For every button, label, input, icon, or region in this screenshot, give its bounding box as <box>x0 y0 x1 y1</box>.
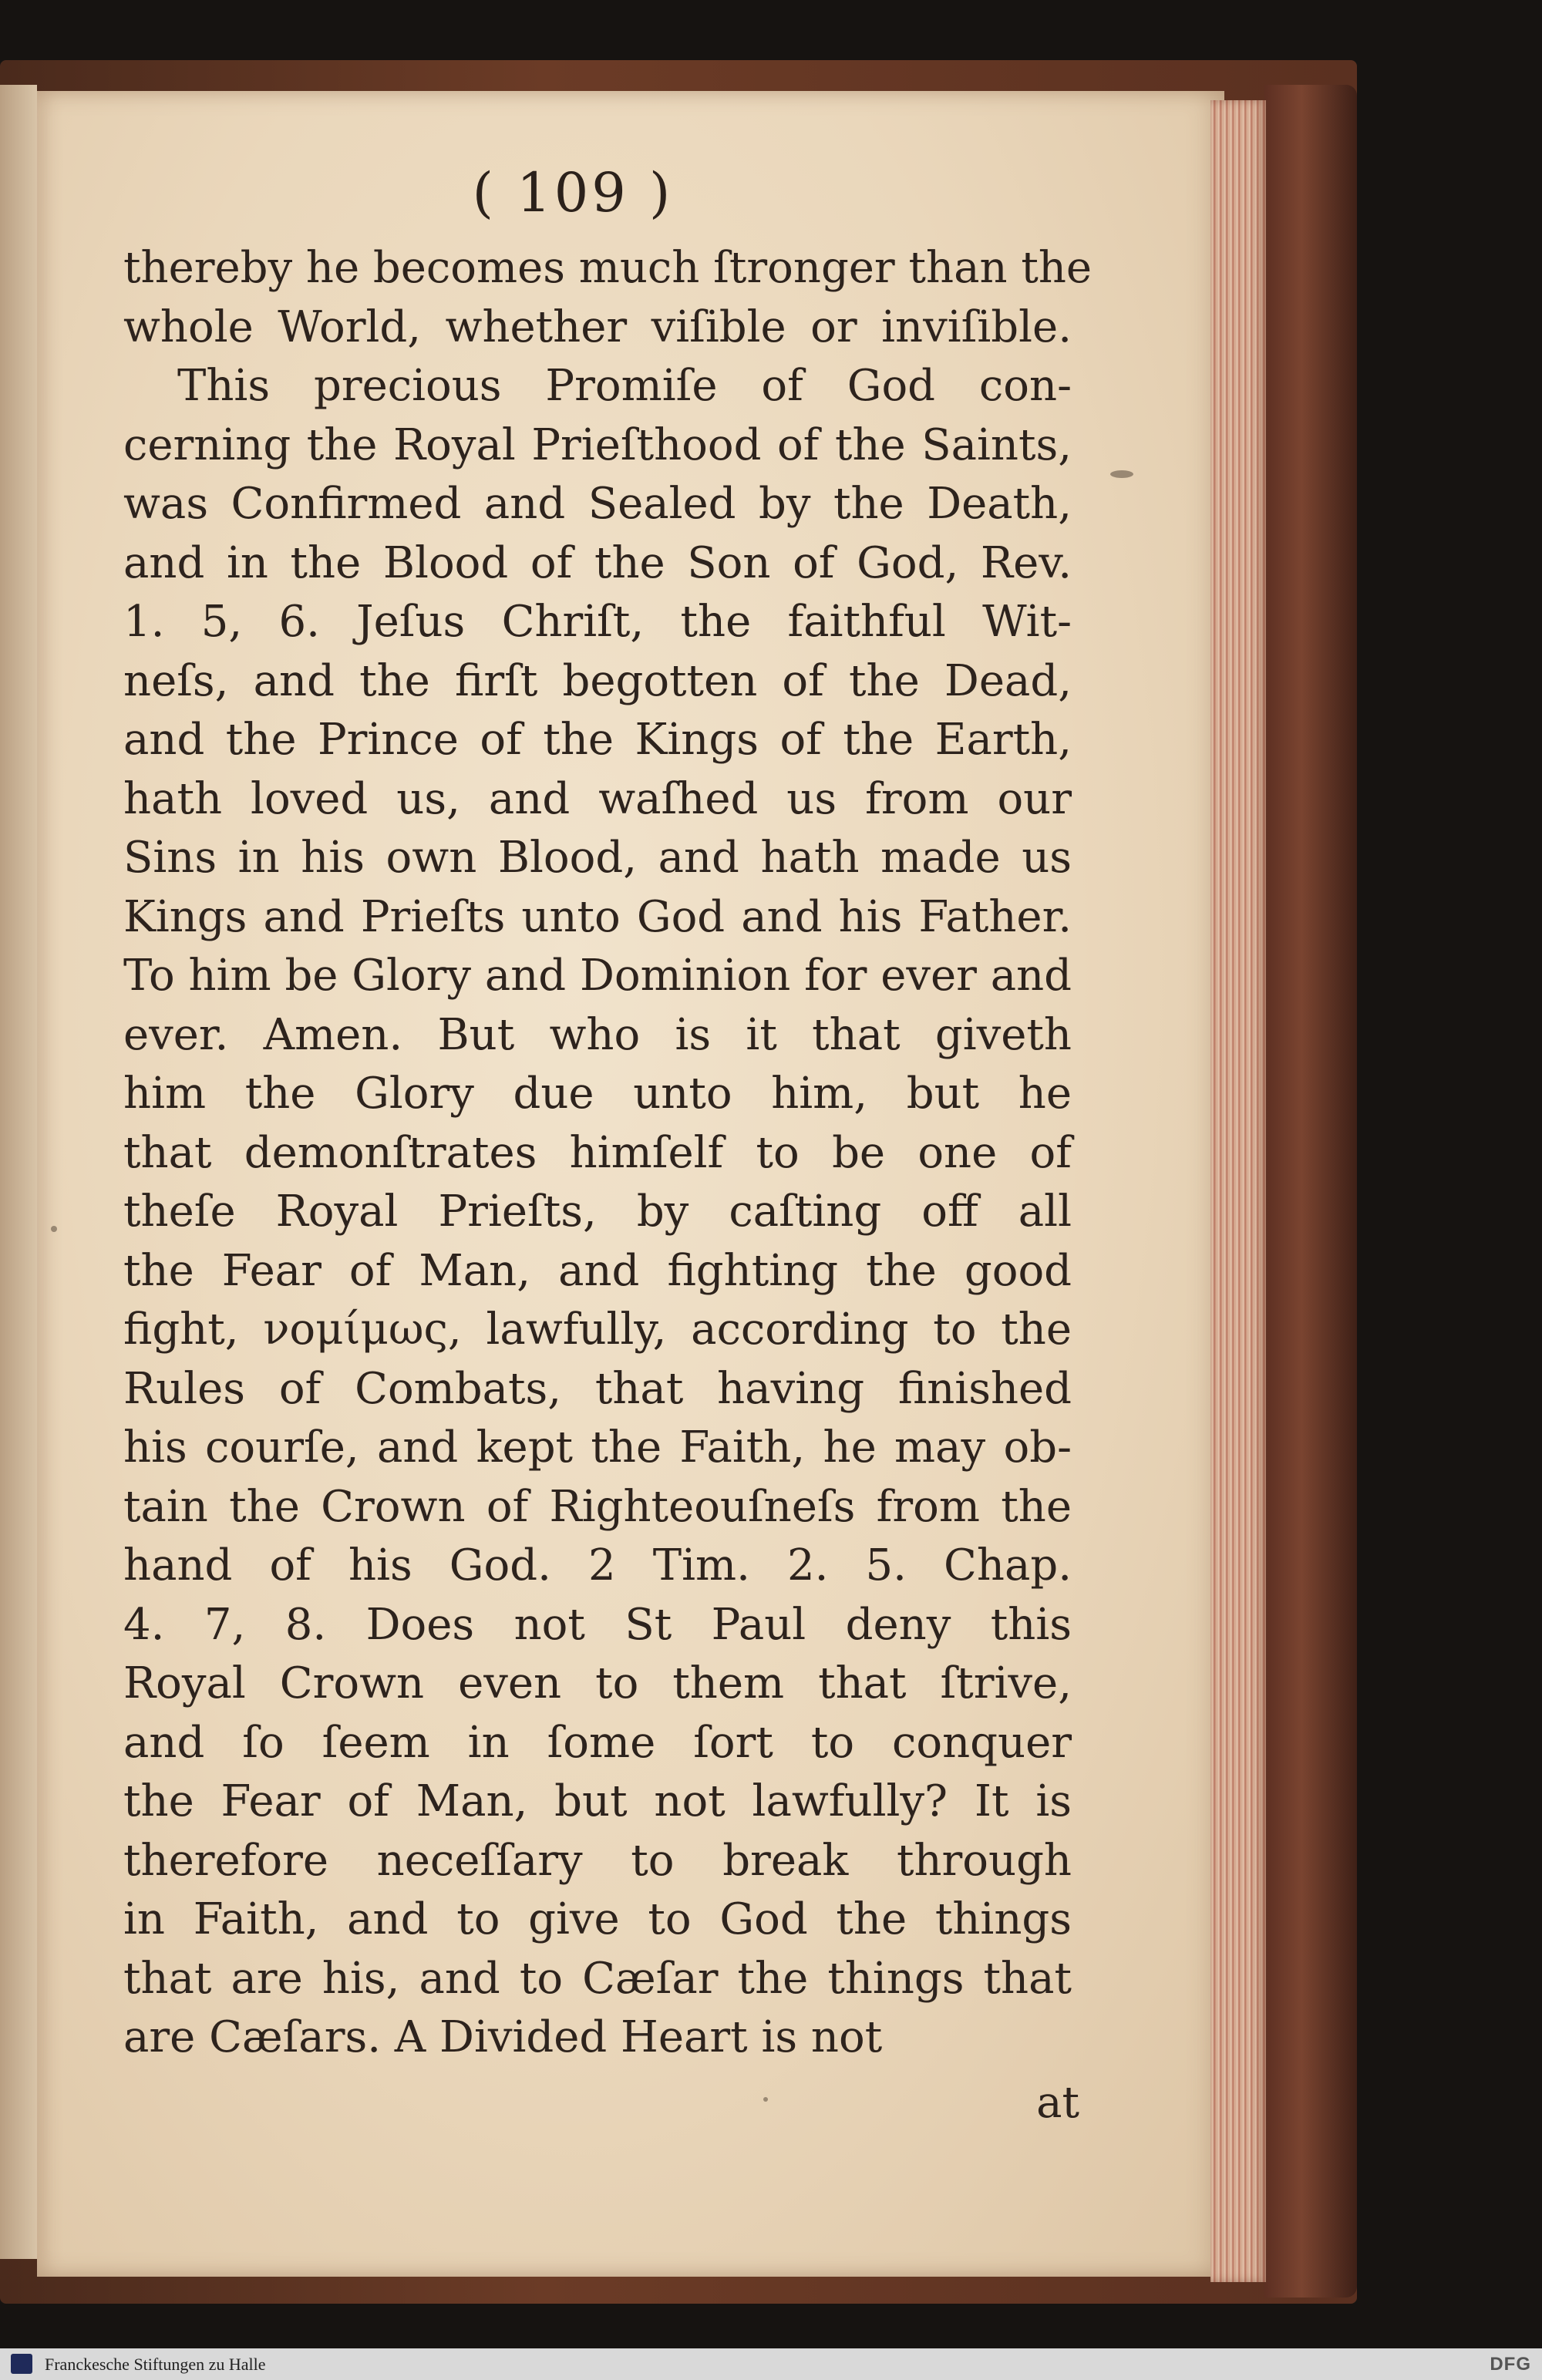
text-line: 1. 5, 6. Jeſus Chriſt, the faithful Wit- <box>123 597 1072 647</box>
institution-name: Franckesche Stiftungen zu Halle <box>45 2355 266 2374</box>
funder-logo: DFG <box>1490 2354 1531 2375</box>
text-line: fight, νομίμως, lawfully, according to the <box>123 1304 1072 1355</box>
text-line: therefore neceſſary to break through <box>123 1835 1072 1886</box>
text-line: To him be Glory and Dominion for ever and <box>123 951 1072 1001</box>
ink-speck <box>51 1226 57 1232</box>
text-line: hath loved us, and waſhed us from our <box>123 773 1072 824</box>
text-line: and the Prince of the Kings of the Earth, <box>123 715 1072 765</box>
text-line: theſe Royal Prieſts, by caſting off all <box>123 1187 1072 1237</box>
left-page-edge <box>0 85 37 2259</box>
text-line: hand of his God. 2 Tim. 2. 5. Chap. <box>123 1540 1072 1591</box>
ink-speck <box>763 2097 768 2102</box>
text-line: and in the Blood of the Son of God, Rev. <box>123 537 1072 588</box>
text-line: that demonſtrates himſelf to be one of <box>123 1127 1072 1178</box>
book-cover-edge <box>1264 85 1357 2298</box>
text-line: was Confirmed and Sealed by the Death, <box>123 479 1072 529</box>
text-line: Royal Crown even to them that ſtrive, <box>123 1658 1072 1708</box>
institution-logo-icon <box>11 2354 32 2374</box>
footer-bar <box>0 2348 1542 2380</box>
text-line: the Fear of Man, and fighting the good <box>123 1245 1072 1296</box>
page-text <box>123 239 1093 2068</box>
text-line: tain the Crown of Righteouſneſs from the <box>123 1481 1072 1532</box>
text-line: thereby he becomes much ſtronger than the <box>123 243 1093 293</box>
text-line: in Faith, and to give to God the things <box>123 1894 1072 1944</box>
text-line: whole World, whether viſible or inviſible. <box>123 301 1072 352</box>
text-line: neſs, and the firſt begotten of the Dead, <box>123 655 1072 706</box>
text-line: 4. 7, 8. Does not St Paul deny this <box>123 1599 1072 1650</box>
catchword: at <box>1036 2078 1079 2128</box>
page-fore-edge <box>1210 100 1266 2282</box>
text-line: the Fear of Man, but not lawfully? It is <box>123 1776 1072 1826</box>
text-line: and ſo ſeem in ſome ſort to conquer <box>123 1717 1072 1768</box>
text-line: his courſe, and kept the Faith, he may ob- <box>123 1422 1072 1473</box>
text-line: Rules of Combats, that having finished <box>123 1363 1072 1414</box>
text-line: him the Glory due unto him, but he <box>123 1069 1072 1119</box>
page-number: ( 109 ) <box>472 161 674 224</box>
text-line: This precious Promiſe of God con- <box>177 361 1072 411</box>
text-line: cerning the Royal Prieſthood of the Saints, <box>123 419 1072 470</box>
ink-speck <box>1110 470 1133 478</box>
text-line: Sins in his own Blood, and hath made us <box>123 833 1072 883</box>
text-line: that are his, and to Cæſar the things that <box>123 1953 1072 2004</box>
text-line: Kings and Prieſts unto God and his Father. <box>123 891 1072 942</box>
text-line: ever. Amen. But who is it that giveth <box>123 1009 1072 1060</box>
text-line: are Cæſars. A Divided Heart is not <box>123 2012 883 2062</box>
